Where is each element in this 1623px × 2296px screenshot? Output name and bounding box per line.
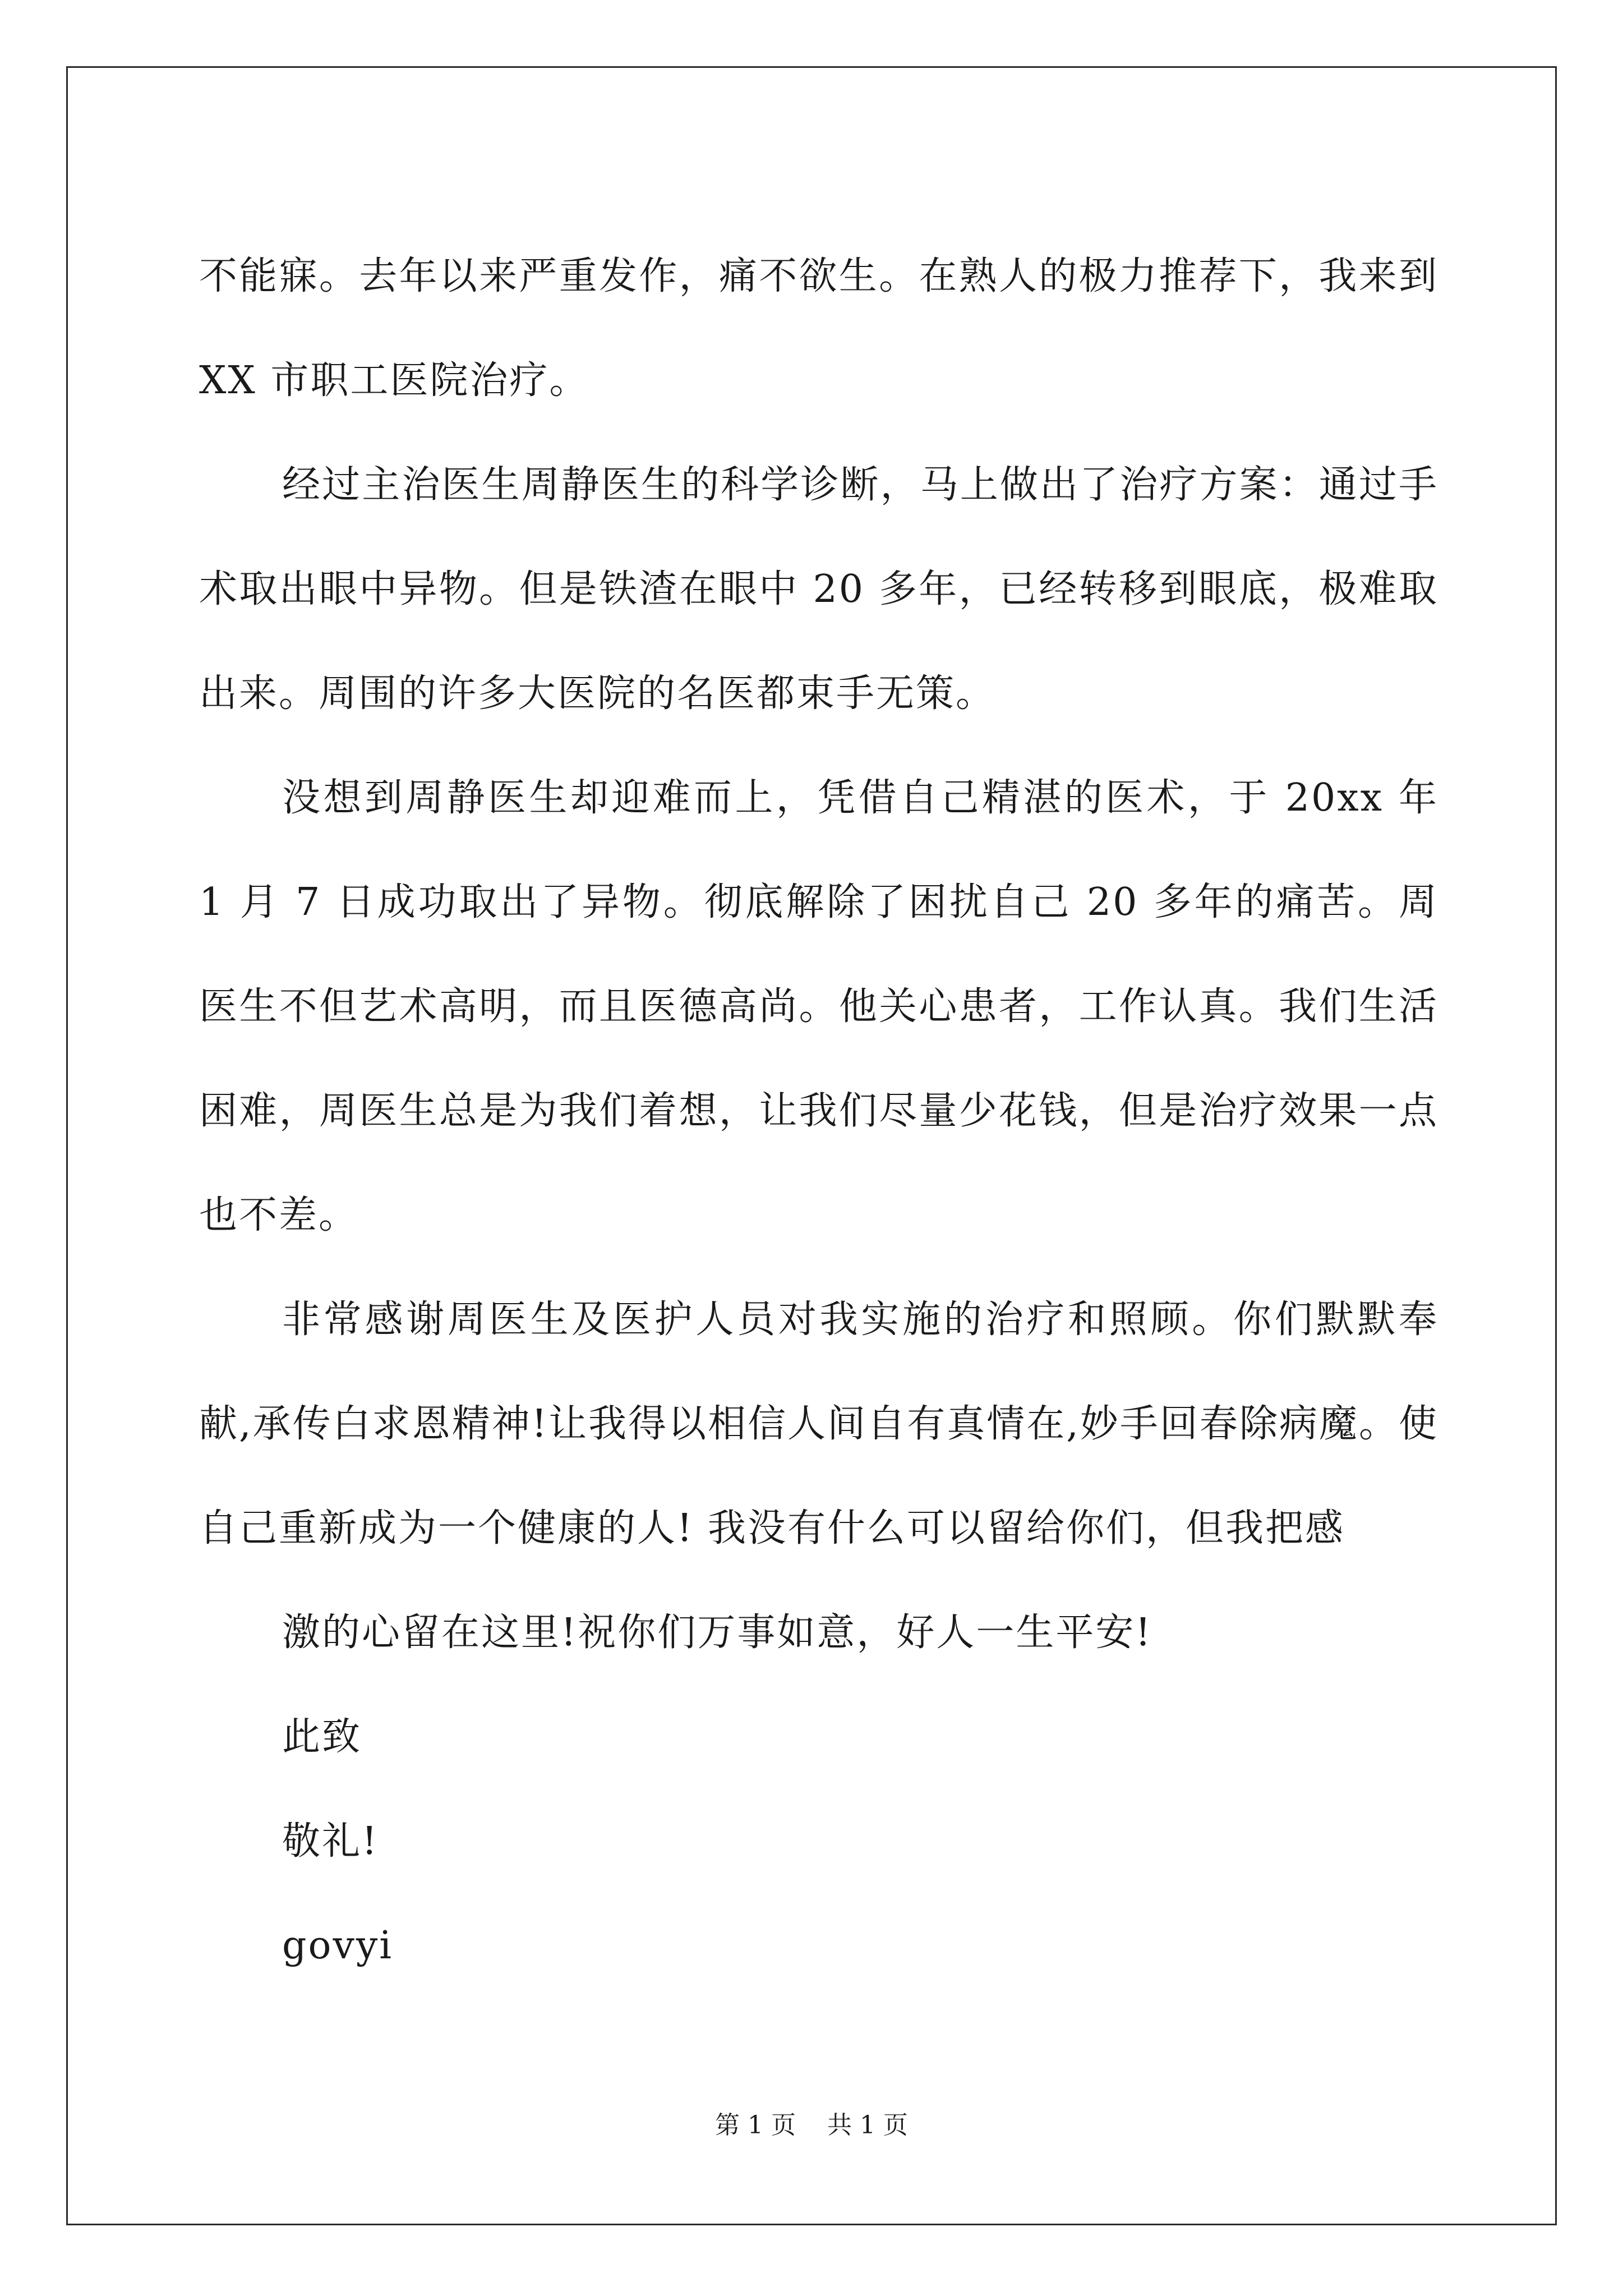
salutation-cizhi: 此致: [282, 1715, 362, 1759]
page-footer: 第 1 页 共 1 页: [715, 2111, 908, 2139]
paragraph-4: 非常感谢周医生及医护人员对我实施的治疗和照顾。你们默默奉献,承传白求恩精神!让我得以相信人间自有真情在,妙手回春除病魔。使自己重新成为一个健康的人! 我没有什么可以留给你们，但我把感: [199, 1297, 1438, 1550]
signature-line: govyi: [282, 1924, 394, 1968]
paragraph-3: 没想到周静医生却迎难而上，凭借自己精湛的医术，于 20xx 年 1 月 7 日成功取出了异物。彻底解除了困扰自己 20 多年的痛苦。周医生不但艺术高明，而且医德高尚。他关心患者，工作认真。我们生活困难，周医生总是为我们着想，让我们尽量少花钱，但是治疗效果一点也不差。: [199, 776, 1438, 1237]
closing-wish-line: 激的心留在这里!祝你们万事如意，好人一生平安!: [282, 1611, 1152, 1655]
salutation-jingli: 敬礼!: [282, 1819, 379, 1864]
letter-body: [199, 224, 1438, 1998]
paragraph-2: 经过主治医生周静医生的科学诊断，马上做出了治疗方案：通过手术取出眼中异物。但是铁渣在眼中 20 多年，已经转移到眼底，极难取出来。周围的许多大医院的名医都束手无策。: [199, 463, 1438, 716]
paragraph-1: 不能寐。去年以来严重发作，痛不欲生。在熟人的极力推荐下，我来到 XX 市职工医院治疗。: [199, 254, 1438, 403]
